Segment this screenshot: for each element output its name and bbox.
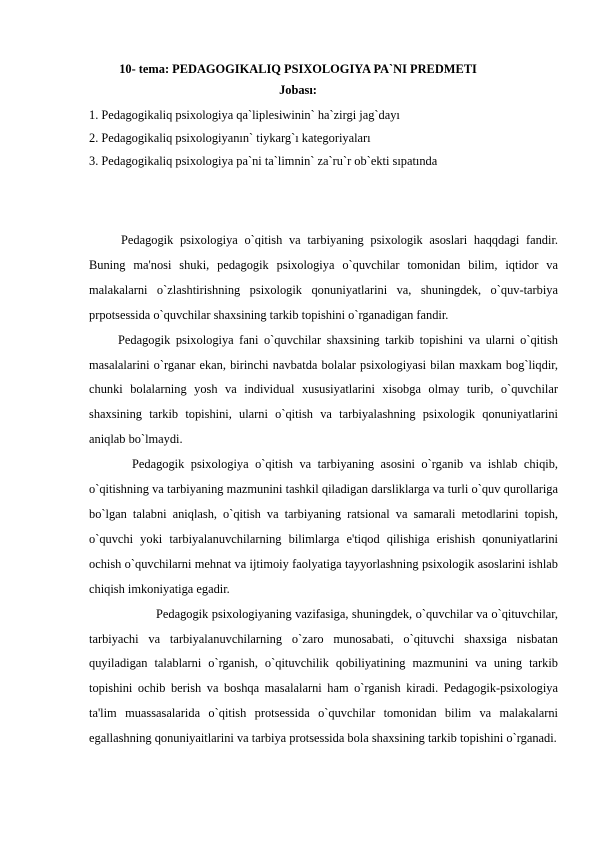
body-paragraph: Pedagogik psixologiya o`qitish va tarbiyaning asosini o`rganib va ishlab chiqib, o`qitishning va tarbiyaning mazmunini tashkil qiladigan darsliklarga va turli o`quv qurollariga bo`lgan talabni aniqlash, o`qitish va tarbiyaning ratsional va samarali metodlarini topish, o`quvchi yoki tarbiyalanuvchilarning bilimlarga e'tiqod qilishiga erishish qonuniyatlarini ochish o`quvchilarni mehnat va ijtimoiy faolyatiga tayyorlashning psixologik asoslarini ishlab chiqish imkoniyatiga egadir.	[89, 457, 558, 596]
body-paragraph: Pedagogik psixologiya fani o`quvchilar shaxsining tarkib topishini va ularni o`qitish masalalarini o`rganar ekan, birinchi navbatda bolalar psixologiyasi bilan maxkam bog`liqdir, chunki bolalarning yosh va individual xususiyatlarini xisobga olmay turib, o`quvchilar shaxsining tarkib topishini, ularni o`qitish va tarbiyalashning psixologik qonuniyatlarini aniqlab bo`lmaydi.	[89, 332, 558, 447]
plan-item: 3. Pedagogikaliq psixologiya pa`ni ta`limnin` za`ru`r ob`ekti sıpatında	[89, 154, 438, 168]
document-title: 10- tema: PEDAGOGIKALIQ PSIXOLOGIYA PA`NI PREDMETI	[119, 62, 477, 76]
plan-item: 2. Pedagogikaliq psixologiyanın` tiykarg`ı kategoriyaları	[89, 131, 371, 145]
body-paragraph: Pedagogik psixologiya o`qitish va tarbiyaning psixologik asoslari haqqdagi fandir. Buning ma'nosi shuki, pedagogik psixologiya o`quvchilar tomonidan bilim, iqtidor va malakalarni o`zlashtirishning psixologik qonuniyatlarini va, shuningdek, o`quv-tarbiya prpotsessida o`quvchilar shaxsining tarkib topishini o`rganadigan fandir.	[89, 233, 558, 322]
plan-item: 1. Pedagogikaliq psixologiya qa`liplesiwinin` ha`zirgi jag`dayı	[89, 108, 400, 122]
plan-list	[89, 104, 559, 173]
body-paragraph: Pedagogik psixologiyaning vazifasiga, shuningdek, o`quvchilar va o`qituvchilar, tarbiyachi va tarbiyalanuvchilarning o`zaro munosabati, o`qituvchi shaxsiga nisbatan quyiladigan talablarni o`rganish, o`qituvchilik qobiliyatining mazmunini va uning tarkib topishini ochib berish va boshqa masalalarni ham o`rganish kiradi. Pedagogik-psixologiya ta'lim muassasalarida o`qitish protsessida o`quvchilar tomonidan bilim va malakalarni egallashning qonuniyaitlarini va tarbiya protsessida bola shaxsining tarkib topishini o`rganadi.	[89, 606, 558, 746]
document-body	[89, 228, 558, 751]
plan-heading: Jobası:	[279, 83, 317, 97]
